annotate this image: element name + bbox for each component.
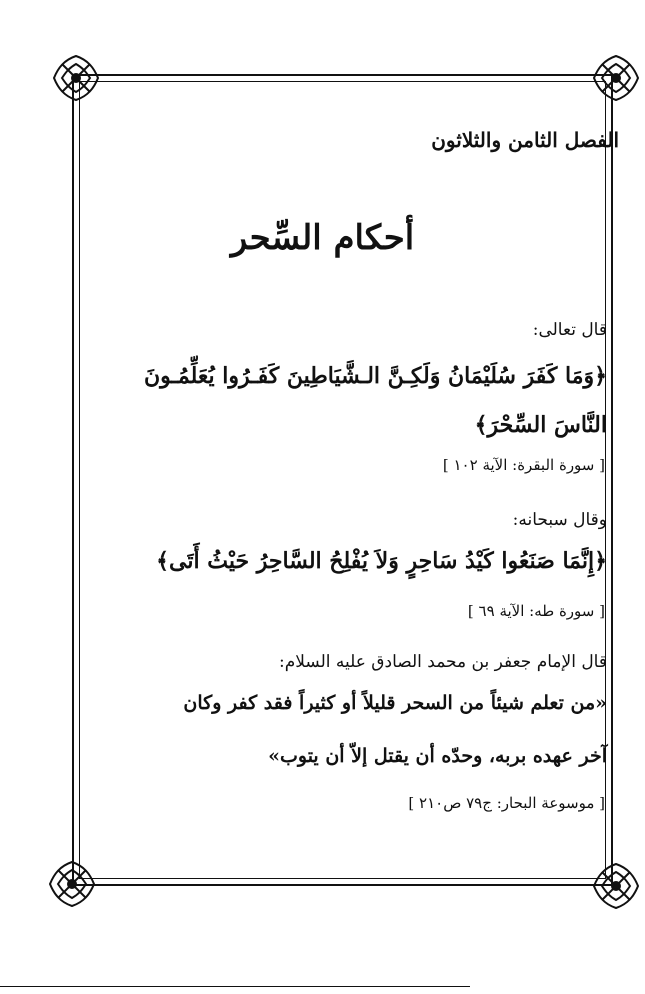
corner-ornament-icon [48,50,104,106]
verse-line: ﴿إِنَّمَا صَنَعُوا كَيْدُ سَاحِرٍ وَلاَ يُفْلِحُ السَّاحِرُ حَيْثُ أَتَى﴾ [156,548,607,574]
section-intro: قال تعالى: [532,320,607,340]
bottom-rule [0,986,470,987]
verse-reference: [ سورة البقرة: الآية ١٠٢ ] [442,456,605,474]
hadith-line: آخر عهده بربه، وحدّه أن يقتل إلاّ أن يتوب» [268,745,607,767]
hadith-reference: [ موسوعة البحار: ج٧٩ ص٢١٠ ] [408,794,605,812]
verse-line: النَّاسَ السِّحْرَ﴾ [474,412,607,438]
corner-ornament-icon [588,858,644,914]
verse-reference: [ سورة طه: الآية ٦٩ ] [467,602,605,620]
section-intro: قال الإمام جعفر بن محمد الصادق عليه السلام: [279,652,607,672]
corner-ornament-icon [44,856,100,912]
verse-line: ﴿وَمَا كَفَرَ سُلَيْمَانُ وَلَكِـنَّ الـشَّيَاطِينَ كَفَـرُوا يُعَلِّمُـونَ [143,363,607,389]
page-title: أحكام السِّحر [230,218,415,258]
corner-ornament-icon [588,50,644,106]
section-intro: وقال سبحانه: [512,510,607,530]
hadith-line: «من تعلم شيئاً من السحر قليلاً أو كثيراً فقد كفر وكان [183,692,607,714]
chapter-heading: الفصل الثامن والثلاثون [431,128,619,152]
